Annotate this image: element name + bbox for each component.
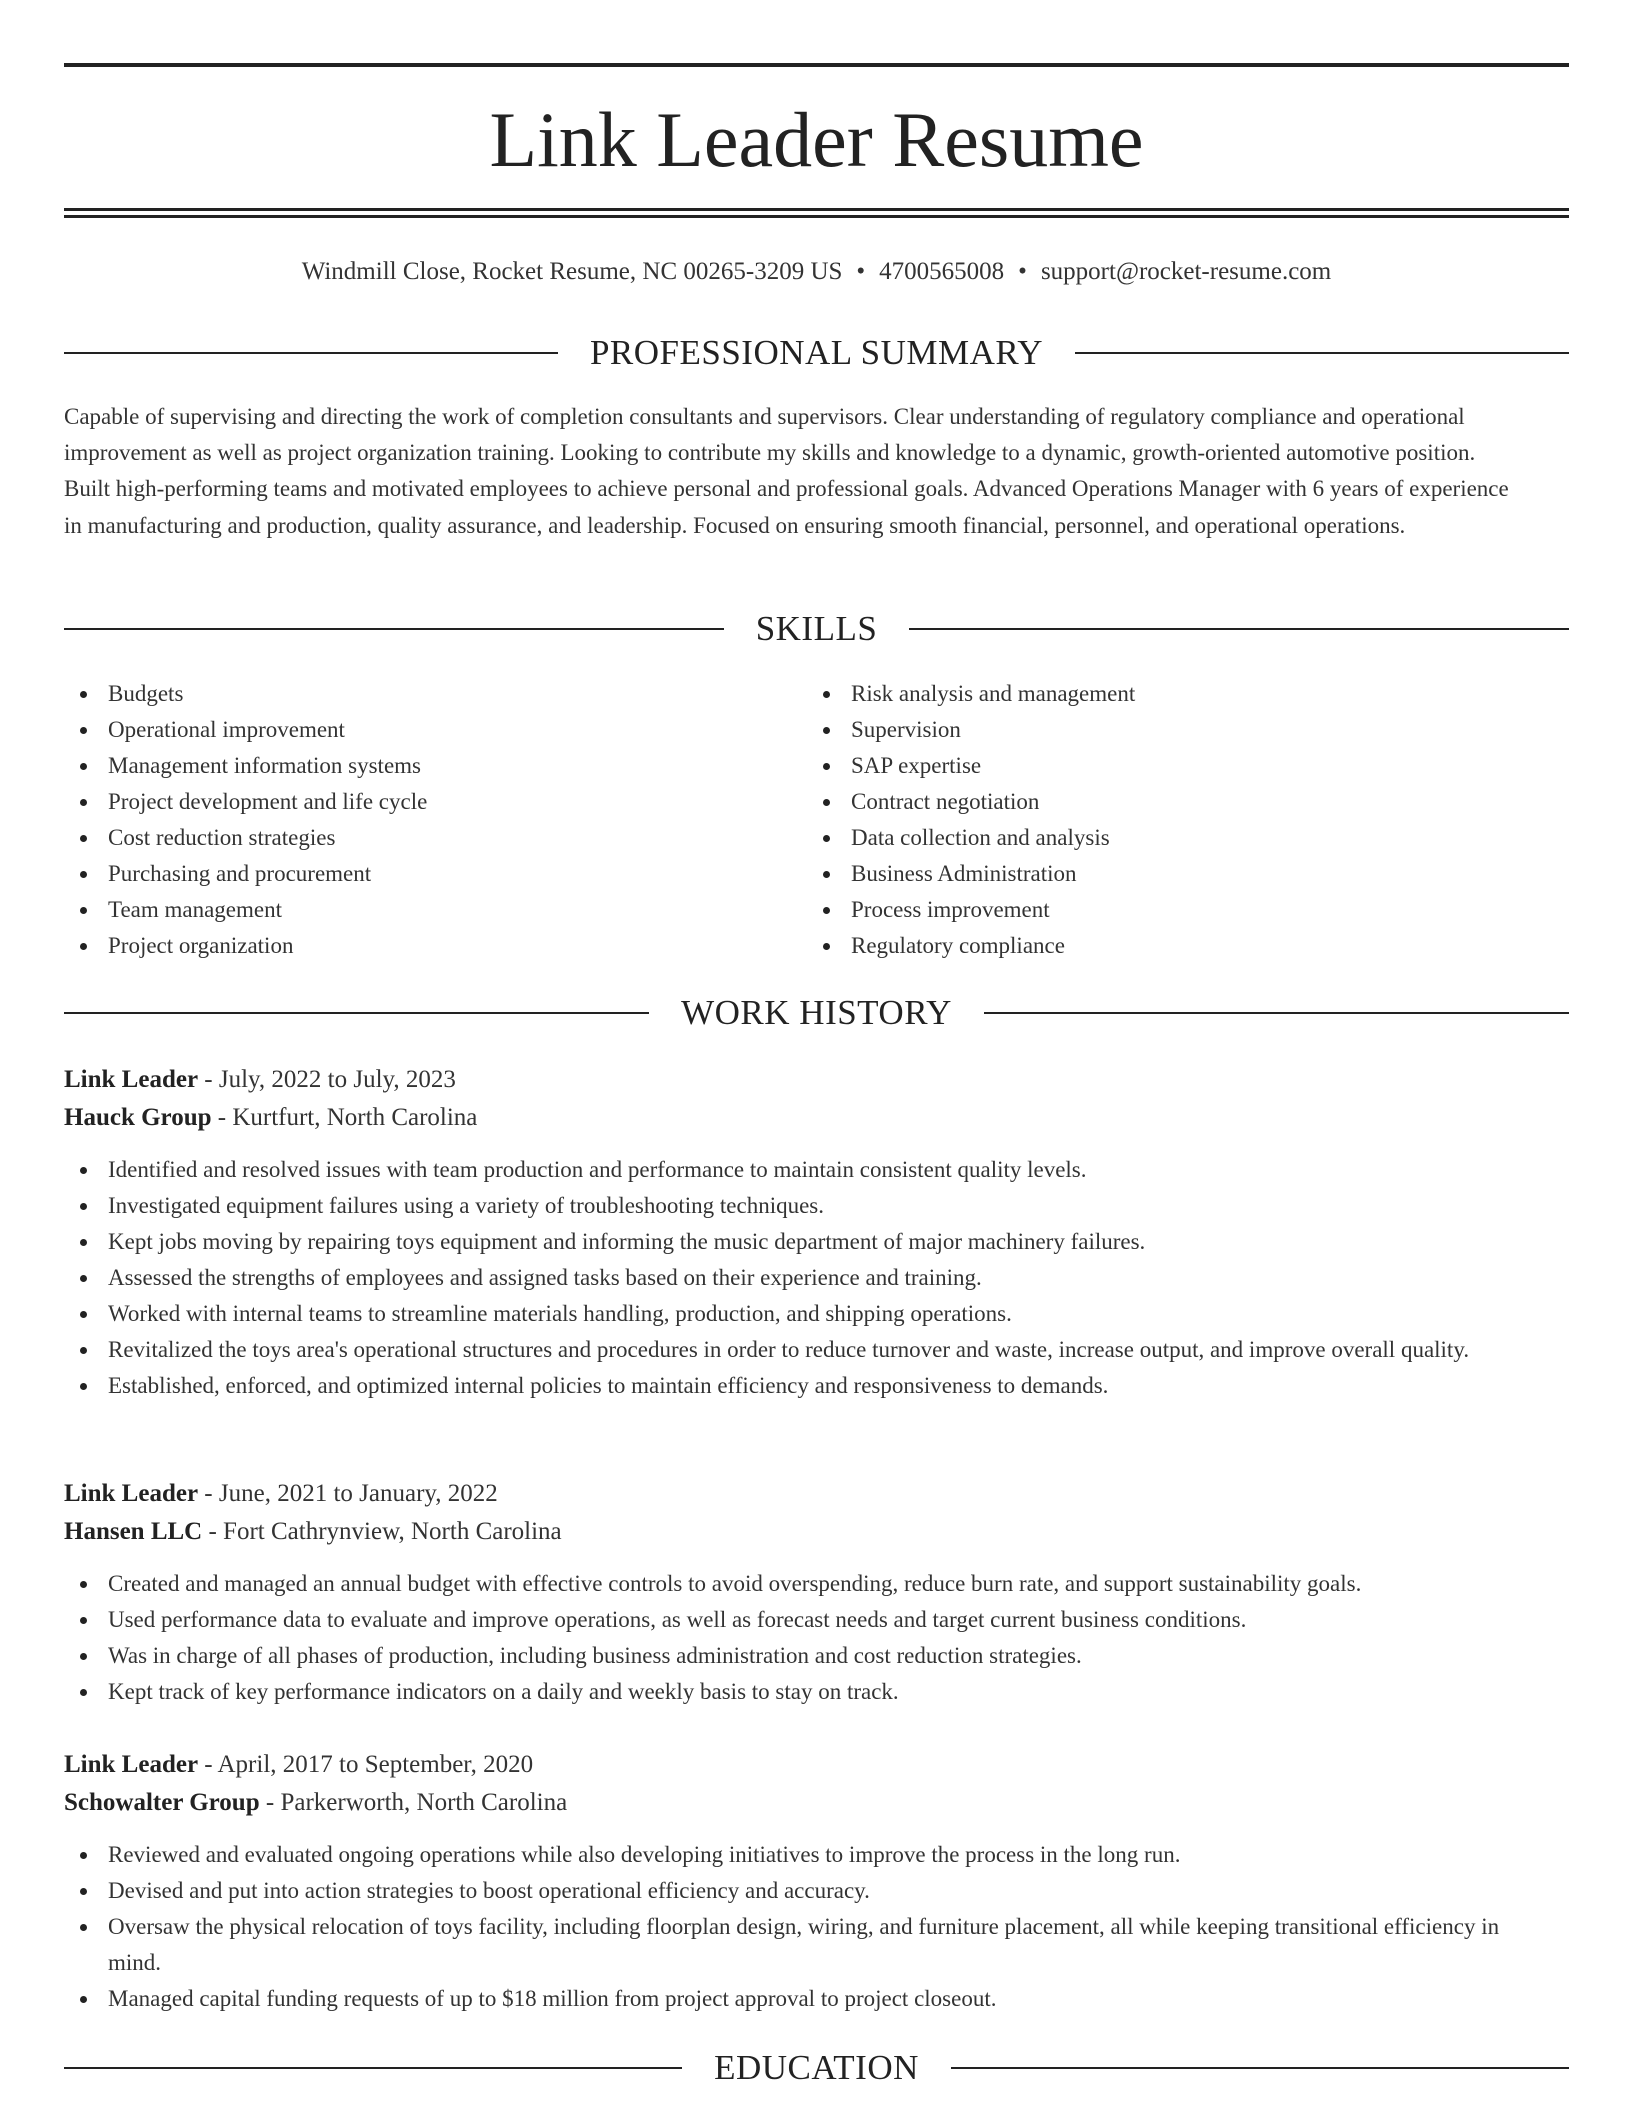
job-title: Link Leader (64, 1751, 199, 1778)
section-title: WORK HISTORY (681, 993, 952, 1032)
skill-item: Purchasing and procurement (64, 856, 764, 892)
contact-email: support@rocket-resume.com (1040, 258, 1332, 285)
contact-address: Windmill Close, Rocket Resume, NC 00265-3209 US (301, 258, 843, 285)
top-rule (64, 63, 1569, 67)
resume-title: Link Leader Resume (489, 96, 1144, 183)
skill-item: Project organization (64, 928, 764, 964)
duty-item: Used performance data to evaluate and improve operations, as well as forecast needs and target current business conditions. (64, 1602, 1534, 1638)
job-company-line (64, 1513, 1569, 1551)
skill-item: Contract negotiation (807, 784, 1507, 820)
job-entry (64, 1746, 1569, 2017)
duty-item: Oversaw the physical relocation of toys facility, including floorplan design, wiring, and furniture placement, all while keeping transitional efficiency in mind. (64, 1909, 1534, 1981)
job-title-line (64, 1061, 1569, 1099)
job-entry (64, 1061, 1569, 1404)
job-duties (64, 1152, 1534, 1404)
duty-item: Identified and resolved issues with team production and performance to maintain consistent quality levels. (64, 1152, 1534, 1188)
heading-rule (1075, 352, 1569, 354)
section-title: PROFESSIONAL SUMMARY (589, 333, 1044, 372)
job-title: Link Leader (64, 1480, 199, 1507)
job-company: Hansen LLC (64, 1518, 203, 1545)
skill-item: Cost reduction strategies (64, 820, 764, 856)
section-heading-work (64, 993, 1569, 1033)
duty-item: Reviewed and evaluated ongoing operations while also developing initiatives to improve the process in the long run. (64, 1837, 1534, 1873)
skill-item: Project development and life cycle (64, 784, 764, 820)
job-company: Schowalter Group (64, 1789, 260, 1816)
job-location: - Kurtfurt, North Carolina (211, 1104, 478, 1131)
contact-separator: • (856, 258, 866, 285)
duty-item: Kept jobs moving by repairing toys equipment and informing the music department of major machinery failures. (64, 1224, 1534, 1260)
heading-rule (984, 1012, 1569, 1014)
skills-list-left (64, 676, 764, 964)
summary-text: Capable of supervising and directing the work of completion consultants and supervisors. Clear understanding of regulatory compliance and operational improvement as well as project organization training. Looking to contribute my skills and knowledge to a dynamic, growth-oriented automotive position. Built high-performing teams and motivated employees to achieve personal and professional goals. Advanced Operations Manager with 6 years of experience in manufacturing and production, quality assurance, and leadership. Focused on ensuring smooth financial, personnel, and operational operations. (64, 404, 1509, 538)
section-title: EDUCATION (714, 2048, 919, 2087)
skill-item: Regulatory compliance (807, 928, 1507, 964)
skills-list-right (807, 676, 1507, 964)
duty-item: Investigated equipment failures using a variety of troubleshooting techniques. (64, 1188, 1534, 1224)
duty-item: Created and managed an annual budget with effective controls to avoid overspending, reduce burn rate, and support sustainability goals. (64, 1566, 1534, 1602)
skill-item: Supervision (807, 712, 1507, 748)
skill-item: Risk analysis and management (807, 676, 1507, 712)
job-duties (64, 1837, 1534, 2017)
job-dates: - July, 2022 to July, 2023 (198, 1066, 456, 1093)
skill-item: Process improvement (807, 892, 1507, 928)
heading-rule (951, 2067, 1569, 2069)
duty-item: Managed capital funding requests of up to $18 million from project approval to project closeout. (64, 1981, 1534, 2017)
job-title-line (64, 1746, 1569, 1784)
skill-item: Operational improvement (64, 712, 764, 748)
duty-item: Was in charge of all phases of production, including business administration and cost reduction strategies. (64, 1638, 1534, 1674)
contact-separator: • (1018, 258, 1027, 285)
section-heading-summary (64, 333, 1569, 373)
job-location: - Fort Cathrynview, North Carolina (202, 1518, 562, 1545)
section-heading-education (64, 2048, 1569, 2088)
skill-item: Business Administration (807, 856, 1507, 892)
heading-rule (64, 2067, 682, 2069)
duty-item: Kept track of key performance indicators on a daily and weekly basis to stay on track. (64, 1674, 1534, 1710)
skill-item: Data collection and analysis (807, 820, 1507, 856)
skill-item: Management information systems (64, 748, 764, 784)
duty-item: Devised and put into action strategies to boost operational efficiency and accuracy. (64, 1873, 1534, 1909)
job-dates: - June, 2021 to January, 2022 (198, 1480, 498, 1507)
contact-line (64, 255, 1569, 289)
skill-item: SAP expertise (807, 748, 1507, 784)
job-duties (64, 1566, 1534, 1710)
heading-rule (64, 628, 724, 630)
double-rule (64, 208, 1569, 218)
job-title: Link Leader (64, 1066, 199, 1093)
job-title-line (64, 1475, 1569, 1513)
skill-item: Budgets (64, 676, 764, 712)
job-company-line (64, 1784, 1569, 1822)
skill-item: Team management (64, 892, 764, 928)
duty-item: Established, enforced, and optimized internal policies to maintain efficiency and responsiveness to demands. (64, 1368, 1534, 1404)
job-company: Hauck Group (64, 1104, 212, 1131)
heading-rule (64, 352, 558, 354)
contact-phone: 4700565008 (879, 258, 1005, 285)
section-title: SKILLS (755, 609, 878, 648)
job-company-line (64, 1099, 1569, 1137)
job-entry (64, 1475, 1569, 1710)
duty-item: Assessed the strengths of employees and assigned tasks based on their experience and training. (64, 1260, 1534, 1296)
duty-item: Worked with internal teams to streamline materials handling, production, and shipping operations. (64, 1296, 1534, 1332)
job-dates: - April, 2017 to September, 2020 (198, 1751, 534, 1778)
duty-item: Revitalized the toys area's operational structures and procedures in order to reduce turnover and waste, increase output, and improve overall quality. (64, 1332, 1534, 1368)
job-location: - Parkerworth, North Carolina (259, 1789, 568, 1816)
heading-rule (64, 1012, 649, 1014)
section-heading-skills (64, 609, 1569, 649)
heading-rule (909, 628, 1569, 630)
